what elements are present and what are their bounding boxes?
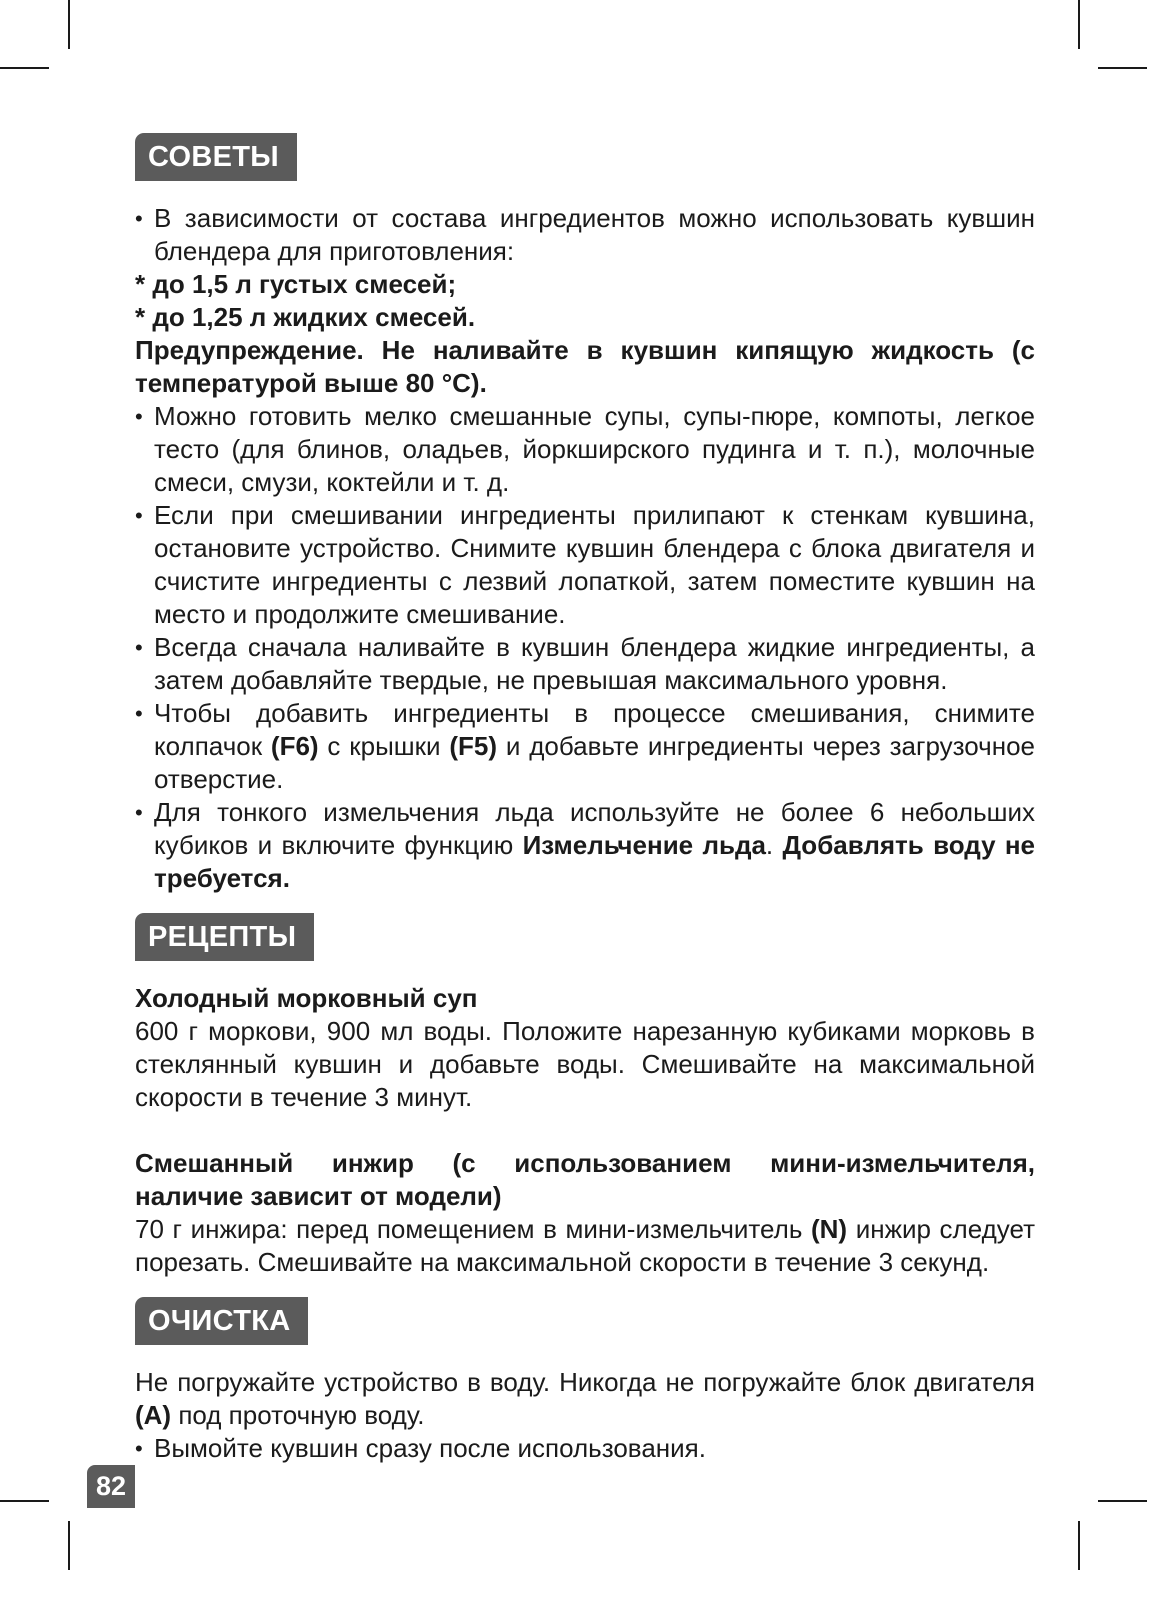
part-ref-f5: (F5)	[449, 731, 498, 761]
page-content	[135, 133, 1035, 1465]
recipes-section	[135, 982, 1035, 1279]
text-run: инжир следует порезать. Смешивайте на максимальной скорости в течение 3 секунд.	[135, 1214, 1036, 1277]
warning-text: Предупреждение. Не наливайте в кувшин кипящую жидкость (с температурой выше 80 °C).	[135, 335, 1035, 398]
text-run: .	[765, 830, 783, 860]
cleaning-section	[135, 1366, 1035, 1465]
recipe-text-carrot: 600 г моркови, 900 мл воды. Положите нарезанную кубиками морковь в стеклянный кувшин и добавьте воды. Смешивайте на максимальной скорости в течение 3 минут.	[135, 1016, 1035, 1112]
part-ref-a: (A)	[135, 1400, 172, 1430]
section-header-recipes: РЕЦЕПТЫ	[135, 913, 314, 961]
bullet-ice-crush	[135, 796, 1035, 895]
recipe-title-fig: Смешанный инжир (с использованием мини-измельчителя,	[135, 1148, 1035, 1178]
text-run: под проточную воду.	[171, 1400, 425, 1430]
capacity-thick: * до 1,5 л густых смесей;	[135, 269, 457, 299]
section-header-tips: СОВЕТЫ	[135, 133, 297, 181]
page-number: 82	[87, 1465, 135, 1508]
bullet-soups: • Можно готовить мелко смешанные супы, супы-пюре, компоты, легкое тесто (для блинов, оладьев, йоркширского пудинга и т. п.), молочные смеси, смузи, коктейли и т. д.	[135, 400, 1035, 499]
crop-mark	[68, 1521, 70, 1570]
recipe-title-fig-cont: наличие зависит от модели)	[135, 1181, 502, 1211]
crop-mark	[1078, 1521, 1080, 1570]
text-run: и добавьте ингредиенты через загрузочное отверстие.	[154, 731, 1035, 794]
crop-mark	[1098, 67, 1147, 69]
text-run: Не погружайте устройство в воду. Никогда не погружайте блок двигателя	[135, 1367, 1035, 1397]
text-run: с крышки	[318, 731, 450, 761]
capacity-liquid: * до 1,25 л жидких смесей.	[135, 302, 476, 332]
function-name: Измельчение льда	[522, 830, 766, 860]
recipe-title-carrot: Холодный морковный суп	[135, 983, 478, 1013]
bullet-add-ingredients	[135, 697, 1035, 796]
crop-mark	[0, 67, 49, 69]
crop-mark	[1098, 1500, 1147, 1502]
part-ref-f6: (F6)	[270, 731, 319, 761]
tips-section	[135, 202, 1035, 895]
recipe-fig	[135, 1147, 1035, 1279]
recipe-text-fig	[135, 1213, 1035, 1279]
text-run: Для тонкого измельчения льда используйте не более 6 небольших кубиков и включите функцию	[154, 797, 1035, 860]
part-ref-n: (N)	[810, 1214, 848, 1244]
section-header-cleaning: ОЧИСТКА	[135, 1297, 308, 1345]
text-run: Чтобы добавить ингредиенты в процессе смешивания, снимите колпачок	[154, 698, 1035, 761]
text-run: 70 г инжира: перед помещением в мини-измельчитель	[135, 1214, 811, 1244]
bullet-capacity: • В зависимости от состава ингредиентов можно использовать кувшин блендера для приготовления:	[135, 202, 1035, 268]
crop-mark	[0, 1500, 49, 1502]
bullet-liquid-first: • Всегда сначала наливайте в кувшин блендера жидкие ингредиенты, а затем добавляйте твердые, не превышая максимального уровня.	[135, 631, 1035, 697]
bullet-sticking: • Если при смешивании ингредиенты прилипают к стенкам кувшина, остановите устройство. Снимите кувшин блендера с блока двигателя и счистите ингредиенты с лезвий лопаткой, затем поместите кувшин на место и продолжите смешивание.	[135, 499, 1035, 631]
crop-mark	[68, 0, 70, 49]
bullet-wash-jug: • Вымойте кувшин сразу после использования.	[135, 1432, 1035, 1465]
crop-mark	[1078, 0, 1080, 49]
no-water-note: Добавлять воду не требуется.	[154, 830, 1036, 893]
cleaning-text	[135, 1366, 1035, 1432]
